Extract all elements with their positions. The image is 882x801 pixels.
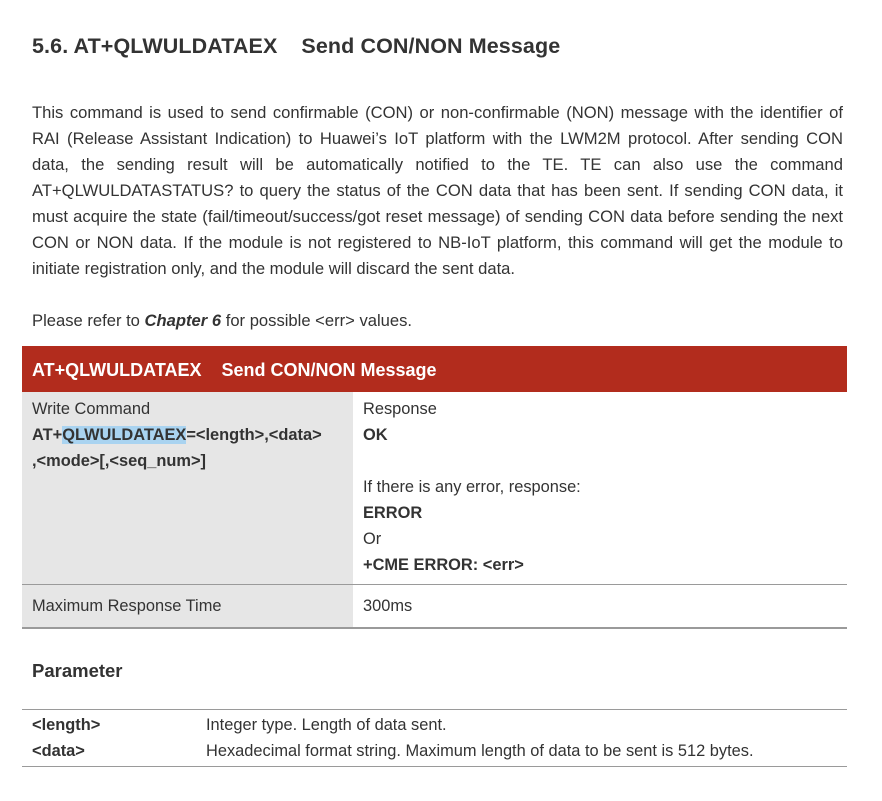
write-command-syntax — [32, 422, 343, 448]
response-error: ERROR — [363, 504, 423, 522]
write-command-syntax-line2: ,<mode>[,<seq_num>] — [32, 452, 206, 470]
parameter-name: <length> — [32, 716, 101, 734]
command-table — [22, 346, 847, 629]
max-response-time-row — [22, 585, 847, 629]
refer-paragraph — [32, 308, 412, 334]
syntax-highlight: QLWULDATAEX — [62, 426, 187, 444]
parameter-description: Integer type. Length of data sent. — [206, 716, 447, 734]
parameter-row — [22, 738, 847, 767]
max-response-time-label: Maximum Response Time — [22, 585, 353, 629]
section-number: 5.6. — [32, 34, 69, 58]
parameter-description: Hexadecimal format string. Maximum length of data to be sent is 512 bytes. — [206, 742, 754, 760]
command-table-title — [22, 347, 847, 392]
refer-suffix: for possible <err> values. — [225, 311, 413, 330]
error-intro: If there is any error, response: — [363, 478, 581, 496]
response-or: Or — [363, 530, 382, 548]
response-spacer — [363, 448, 837, 474]
response-cell — [353, 392, 847, 585]
max-response-time-value: 300ms — [353, 585, 847, 629]
syntax-prefix: AT+ — [32, 426, 63, 444]
section-title — [32, 34, 560, 59]
response-ok: OK — [363, 426, 388, 444]
parameter-table — [22, 709, 847, 767]
parameter-row — [22, 710, 847, 739]
section-command: AT+QLWULDATAEX — [73, 34, 278, 58]
command-table-header — [22, 347, 847, 392]
response-cme-error: +CME ERROR: <err> — [363, 556, 524, 574]
response-label: Response — [363, 400, 437, 418]
header-command: AT+QLWULDATAEX — [32, 359, 202, 380]
parameter-name: <data> — [32, 742, 85, 760]
section-name: Send CON/NON Message — [301, 34, 561, 58]
intro-paragraph: This command is used to send confirmable (CON) or non-confirmable (NON) message with the identifier of RAI (Release Assistant Indication) to Huawei’s IoT platform with the LWM2M protocol. After sending CON data, the sending result will be automatically notified to the TE. TE can also use the command AT+QLWULDATASTATUS? to query the status of the CON data that has been sent. If sending CON data, it must acquire the state (fail/timeout/success/got reset message) of sending CON data before sending the next CON or NON data. If the module is not registered to NB-IoT platform, this command will get the module to initiate registration only, and the module will discard the sent data. — [32, 103, 843, 278]
header-title: Send CON/NON Message — [221, 359, 437, 380]
refer-prefix: Please refer to — [32, 311, 140, 330]
write-command-label: Write Command — [32, 400, 151, 418]
chapter-reference: Chapter 6 — [144, 311, 222, 330]
write-command-row — [22, 392, 847, 585]
write-command-cell — [22, 392, 353, 585]
parameter-title: Parameter — [32, 660, 123, 681]
syntax-rest: =<length>,<data> — [186, 426, 322, 444]
